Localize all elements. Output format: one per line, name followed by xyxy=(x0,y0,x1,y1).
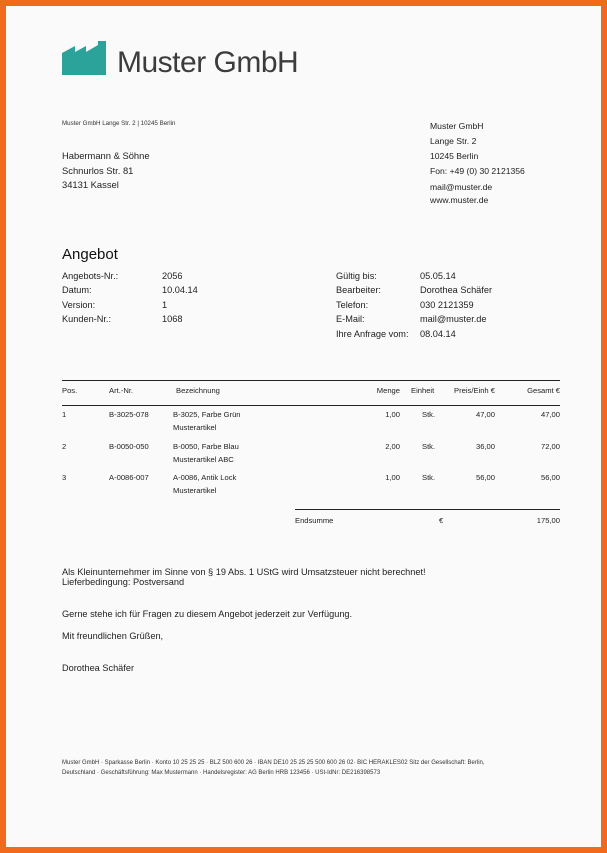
meta-value: 08.04.14 xyxy=(420,328,456,339)
meta-label: Bearbeiter: xyxy=(336,285,381,296)
meta-row xyxy=(62,269,198,283)
signature-name: Dorothea Schäfer xyxy=(62,663,135,673)
footer xyxy=(62,758,485,778)
col-price-header: Preis/Einh € xyxy=(454,386,495,395)
row-desc xyxy=(173,408,241,434)
meta-label: Gültig bis: xyxy=(336,271,377,281)
row-total: 72,00 xyxy=(540,442,560,451)
tax-note: Als Kleinunternehmer im Sinne von § 19 Abs. 1 UStG wird Umsatzsteuer nicht berechnet! xyxy=(62,567,426,577)
meta-row xyxy=(336,312,492,326)
recipient-name: Habermann & Söhne xyxy=(62,150,150,161)
meta-row xyxy=(336,283,492,297)
meta-value: Dorothea Schäfer xyxy=(420,285,493,296)
table-top-rule xyxy=(62,380,560,381)
meta-row xyxy=(62,283,198,297)
col-desc-header: Bezeichnung xyxy=(176,386,220,395)
meta-row xyxy=(336,269,492,283)
col-pos-header: Pos. xyxy=(62,386,78,395)
meta-value: 1068 xyxy=(162,314,183,325)
factory-logo-icon xyxy=(62,41,108,75)
col-qty-header: Menge xyxy=(376,386,400,395)
company-contact xyxy=(430,181,492,206)
company-city: 10245 Berlin xyxy=(430,151,479,161)
row-desc-title: B-0050, Farbe Blau xyxy=(173,442,239,451)
row-art: B-0050-050 xyxy=(109,442,149,451)
meta-value: 1 xyxy=(162,299,168,310)
col-unit-header: Einheit xyxy=(411,386,435,395)
row-desc-sub: Musterartikel xyxy=(173,486,217,495)
row-pos: 2 xyxy=(62,442,67,451)
sender-line: Muster GmbH Lange Str. 2 | 10245 Berlin xyxy=(62,120,176,127)
meta-value: 10.04.14 xyxy=(162,285,198,296)
row-unit: Stk. xyxy=(422,410,436,419)
row-desc-title: A-0086, Antik Lock xyxy=(173,473,237,482)
footer-line-1: Muster GmbH · Sparkasse Berlin · Konto 10 25 25 25 · BLZ 500 600 26 · IBAN DE10 25 25 25 500 600 26 02· BIC HERAKLES02 Sitz der Gesellschaft: Berlin, xyxy=(62,760,485,766)
company-web[interactable]: www.muster.de xyxy=(430,194,489,205)
company-phone: Fon: +49 (0) 30 2121356 xyxy=(430,166,525,176)
meta-row xyxy=(62,298,198,312)
sum-rule xyxy=(295,509,560,510)
recipient-street: Schnurlos Str. 81 xyxy=(62,164,134,176)
recipient-city: 34131 Kassel xyxy=(62,179,119,190)
meta-row xyxy=(336,298,492,312)
meta-label: Ihre Anfrage vom: xyxy=(336,328,409,339)
row-pos: 1 xyxy=(62,410,67,419)
row-pos: 3 xyxy=(62,473,67,482)
meta-row xyxy=(62,312,198,326)
row-price: 47,00 xyxy=(475,410,495,419)
company-street: Lange Str. 2 xyxy=(430,136,477,146)
col-art-header: Art.-Nr. xyxy=(109,386,134,395)
meta-row xyxy=(336,327,492,341)
delivery-note: Lieferbedingung: Postversand xyxy=(62,577,185,587)
row-unit: Stk. xyxy=(422,473,436,482)
closing-text: Gerne stehe ich für Fragen zu diesem Angebot jederzeit zur Verfügung. xyxy=(62,609,353,619)
greeting-text: Mit freundlichen Grüßen, xyxy=(62,631,164,641)
recipient-address xyxy=(62,149,150,193)
company-block xyxy=(430,119,525,179)
col-total-header: Gesamt € xyxy=(527,386,560,395)
meta-label: Datum: xyxy=(62,285,92,296)
row-desc-sub: Musterartikel xyxy=(173,423,217,432)
sum-label: Endsumme xyxy=(295,516,334,525)
meta-label: E-Mail: xyxy=(336,314,365,325)
document-page xyxy=(6,6,601,847)
meta-value: 2056 xyxy=(162,271,183,281)
row-qty: 1,00 xyxy=(385,410,400,419)
table-header-rule xyxy=(62,405,560,406)
company-email[interactable]: mail@muster.de xyxy=(430,182,493,192)
row-desc xyxy=(173,471,236,497)
row-unit: Stk. xyxy=(422,442,436,451)
meta-value: 030 2121359 xyxy=(420,299,474,310)
row-qty: 2,00 xyxy=(385,442,400,451)
row-art: A-0086-007 xyxy=(109,473,149,482)
meta-value[interactable]: mail@muster.de xyxy=(420,314,487,325)
company-name: Muster GmbH xyxy=(430,121,484,131)
row-price: 36,00 xyxy=(475,442,495,451)
brand-name: Muster GmbH xyxy=(117,46,299,79)
row-price: 56,00 xyxy=(475,473,495,482)
sum-currency: € xyxy=(439,516,444,525)
row-total: 56,00 xyxy=(540,473,560,482)
row-desc-sub: Musterartikel ABC xyxy=(173,455,234,464)
meta-left xyxy=(62,269,198,327)
meta-label: Telefon: xyxy=(336,299,369,310)
row-qty: 1,00 xyxy=(385,473,400,482)
sum-value: 175,00 xyxy=(536,516,560,525)
meta-label: Version: xyxy=(62,299,96,310)
row-desc xyxy=(173,440,239,466)
meta-right xyxy=(336,269,492,341)
meta-label: Angebots-Nr.: xyxy=(62,271,119,281)
meta-value: 05.05.14 xyxy=(420,271,456,281)
row-art: B-3025-078 xyxy=(109,410,149,419)
footer-line-2: Deutschland · Geschäftsführung: Max Mustermann · Handelsregister: AG Berlin HRB 123456 · USt-IdNr: DE216398573 xyxy=(62,770,381,776)
row-desc-title: B-3025, Farbe Grün xyxy=(173,410,241,419)
document-title: Angebot xyxy=(62,246,118,263)
row-total: 47,00 xyxy=(540,410,560,419)
meta-label: Kunden-Nr.: xyxy=(62,314,112,325)
